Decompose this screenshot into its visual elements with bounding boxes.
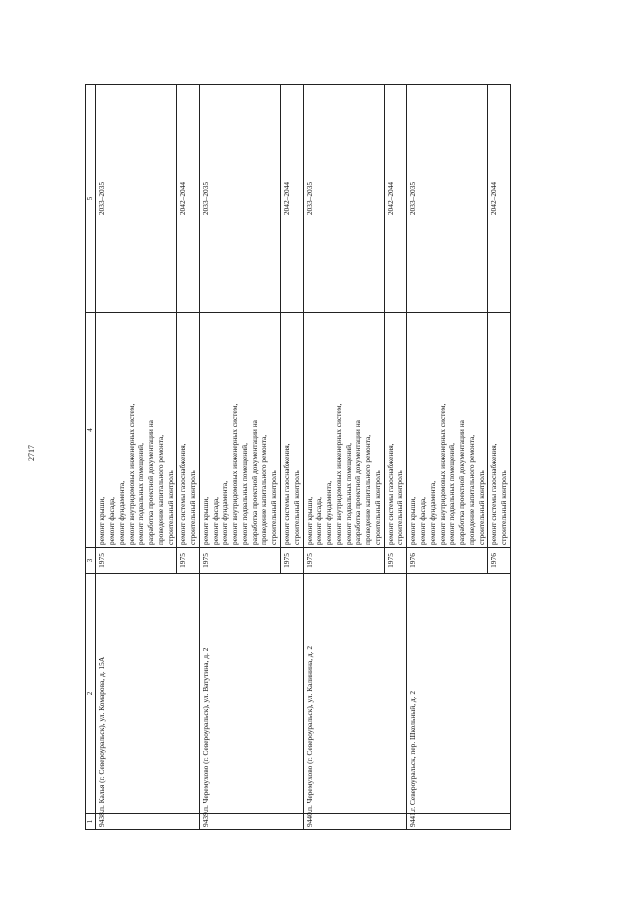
repair-work-item: строительный контроль xyxy=(291,470,301,545)
repair-work-item: разработка проектной документации на xyxy=(353,420,363,545)
repair-work-item: ремонт внутридомовых инженерных систем, xyxy=(230,403,240,545)
repair-work-item: ремонт системы газоснабжения, xyxy=(178,443,188,545)
repair-work-item: ремонт подвальных помещений, xyxy=(136,443,146,545)
repair-work-item: ремонт внутридомовых инженерных систем, xyxy=(437,403,447,545)
repair-works xyxy=(96,313,177,548)
repair-work-item: проведение капитального ремонта, xyxy=(259,434,269,545)
repair-works xyxy=(384,313,407,548)
repair-work-item: ремонт фасада, xyxy=(314,497,324,545)
construction-year: 1975 xyxy=(281,548,304,574)
repair-work-item: ремонт фасада, xyxy=(107,497,116,545)
repair-work-item: ремонт системы газоснабжения, xyxy=(385,443,395,545)
building-address: п. Калья (г. Североуральск), ул. Комарова, д. 15А xyxy=(96,574,200,814)
rotated-table-container xyxy=(85,85,605,830)
repair-work-item: разработка проектной документации на xyxy=(146,420,156,545)
table-body xyxy=(96,85,511,830)
page-number: 2717 xyxy=(27,445,36,461)
construction-year: 1976 xyxy=(488,548,511,574)
repair-works xyxy=(488,313,511,548)
repair-period: 2033–2035 xyxy=(96,85,177,313)
table-row xyxy=(199,85,280,830)
repair-work-item: ремонт подвальных помещений, xyxy=(239,443,249,545)
repair-work-item: ремонт крыши, xyxy=(200,496,210,545)
repair-period: 2042–2044 xyxy=(488,85,511,313)
repair-work-item: ремонт фундамента, xyxy=(427,480,437,545)
header-col-5: 5 xyxy=(86,85,96,313)
repair-work-item: строительный контроль xyxy=(188,470,198,545)
repair-works xyxy=(199,313,280,548)
header-col-4: 4 xyxy=(86,313,96,548)
repair-work-item: строительный контроль xyxy=(395,470,405,545)
repair-works xyxy=(303,313,384,548)
construction-year: 1975 xyxy=(199,548,280,574)
repair-work-item: разработка проектной документации на xyxy=(249,420,259,545)
construction-year: 1975 xyxy=(303,548,384,574)
repair-period: 2033–2035 xyxy=(407,85,488,313)
row-number: 9438. xyxy=(96,814,200,830)
row-number: 9439. xyxy=(199,814,303,830)
construction-year: 1975 xyxy=(384,548,407,574)
repair-work-item: ремонт фундамента, xyxy=(220,480,230,545)
construction-year: 1975 xyxy=(96,548,177,574)
repair-work-item: ремонт фасада, xyxy=(210,497,220,545)
table-row xyxy=(96,85,177,830)
repair-works xyxy=(281,313,304,548)
repair-work-item: ремонт фундамента, xyxy=(324,480,334,545)
repair-work-item: ремонт внутридомовых инженерных систем, xyxy=(333,403,343,545)
repair-work-item: строительный контроль xyxy=(372,470,382,545)
building-address: г. Североуральск, пер. Школьный, д. 2 xyxy=(407,574,511,814)
repair-work-item: ремонт фундамента, xyxy=(116,480,126,545)
repair-work-item: разработка проектной документации на xyxy=(457,420,467,545)
repair-works xyxy=(177,313,200,548)
construction-year: 1976 xyxy=(407,548,488,574)
repair-work-item: строительный контроль xyxy=(476,470,486,545)
header-col-2: 2 xyxy=(86,574,96,814)
table-row xyxy=(303,85,384,830)
construction-year: 1975 xyxy=(177,548,200,574)
repair-schedule-table xyxy=(85,84,511,830)
repair-work-item: ремонт внутридомовых инженерных систем, xyxy=(126,403,136,545)
repair-period: 2042–2044 xyxy=(384,85,407,313)
table-row xyxy=(407,85,488,830)
repair-work-item: ремонт крыши, xyxy=(408,496,418,545)
building-address: п. Черемухово (г. Североуральск), ул. Калинина, д. 2 xyxy=(303,574,407,814)
repair-work-item: строительный контроль xyxy=(269,470,279,545)
repair-period: 2042–2044 xyxy=(281,85,304,313)
repair-work-item: ремонт крыши, xyxy=(304,496,314,545)
repair-work-item: ремонт подвальных помещений, xyxy=(343,443,353,545)
repair-work-item: ремонт подвальных помещений, xyxy=(447,443,457,545)
repair-period: 2042–2044 xyxy=(177,85,200,313)
row-number: 9440. xyxy=(303,814,407,830)
repair-work-item: ремонт системы газоснабжения, xyxy=(282,443,292,545)
building-address: п. Черемухово (г. Североуральск), ул. Ватутина, д. 2 xyxy=(199,574,303,814)
repair-works xyxy=(407,313,488,548)
repair-work-item: строительный контроль xyxy=(165,470,175,545)
header-col-3: 3 xyxy=(86,548,96,574)
repair-period: 2033–2035 xyxy=(199,85,280,313)
repair-work-item: проведение капитального ремонта, xyxy=(466,434,476,545)
repair-work-item: проведение капитального ремонта, xyxy=(363,434,373,545)
repair-work-item: проведение капитального ремонта, xyxy=(155,434,165,545)
repair-period: 2033–2035 xyxy=(303,85,384,313)
repair-work-item: ремонт фасада, xyxy=(417,497,427,545)
repair-work-item: строительный контроль xyxy=(499,470,509,545)
repair-work-item: ремонт крыши, xyxy=(97,496,107,545)
header-col-1: 1 xyxy=(86,814,96,830)
header-row xyxy=(86,85,96,830)
repair-work-item: ремонт системы газоснабжения, xyxy=(489,443,499,545)
row-number: 9441. xyxy=(407,814,511,830)
